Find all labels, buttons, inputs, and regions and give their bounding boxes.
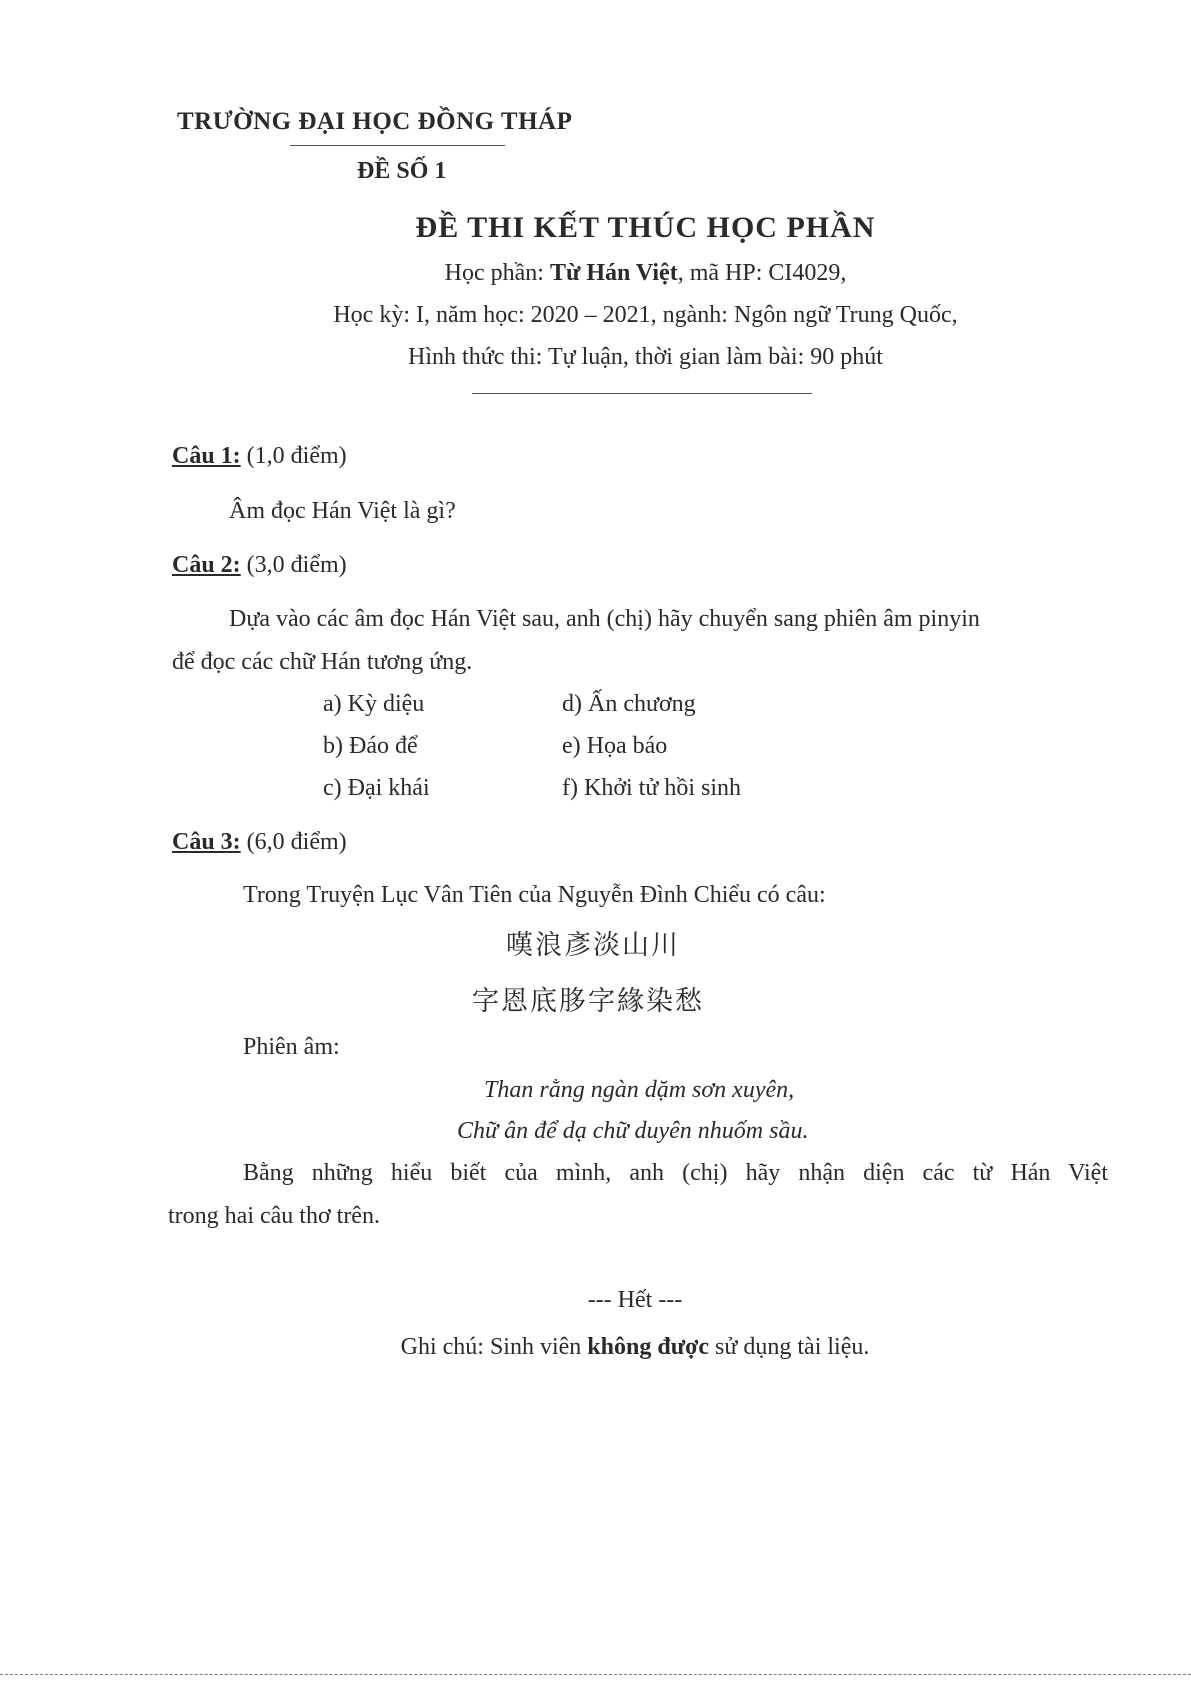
- question-2-item-b: b) Đáo để: [323, 733, 418, 759]
- question-3-points: (6,0 điểm): [240, 829, 347, 855]
- school-name: TRƯỜNG ĐẠI HỌC ĐỒNG THÁP: [177, 108, 573, 135]
- question-1-text: Âm đọc Hán Việt là gì?: [229, 498, 456, 524]
- question-1-label: Câu 1:: [172, 443, 241, 469]
- phien-am-label: Phiên âm:: [243, 1034, 340, 1060]
- question-2-label: Câu 2:: [172, 552, 241, 578]
- exam-title: ĐỀ THI KẾT THÚC HỌC PHẦN: [415, 211, 876, 244]
- question-2-item-c: c) Đại khái: [323, 775, 430, 801]
- end-marker: --- Hết ---: [587, 1287, 683, 1313]
- han-verse-line-1: 嘆浪彥淡山川: [506, 930, 680, 961]
- question-2-item-d: d) Ấn chương: [562, 691, 696, 717]
- semester-line: Học kỳ: I, năm học: 2020 – 2021, ngành: Ngôn ngữ Trung Quốc,: [333, 302, 958, 328]
- poem-line-2: Chữ ân để dạ chữ duyên nhuốm sầu.: [457, 1118, 809, 1144]
- course-name: Từ Hán Việt: [549, 260, 678, 286]
- footer-note: [0, 1334, 1191, 1361]
- han-verse-line-2: 字恩底䏧字緣染愁: [472, 986, 704, 1017]
- question-3-heading: [172, 829, 347, 856]
- exam-code: ĐỀ SỐ 1: [357, 158, 447, 184]
- scan-edge-line: [0, 1674, 1191, 1675]
- question-1-heading: [172, 443, 347, 470]
- note-suffix: sử dụng tài liệu.: [709, 1334, 870, 1360]
- format-line: Hình thức thi: Tự luận, thời gian làm bài: 90 phút: [408, 344, 883, 370]
- course-suffix: , mã HP: CI4029,: [677, 260, 847, 286]
- note-prefix: Ghi chú: Sinh viên: [400, 1334, 588, 1360]
- question-3-label: Câu 3:: [172, 829, 241, 855]
- poem-line-1: Than rằng ngàn dặm sơn xuyên,: [484, 1077, 795, 1103]
- school-underline: [290, 145, 505, 146]
- question-3-intro: Trong Truyện Lục Vân Tiên của Nguyễn Đình Chiểu có câu:: [243, 882, 826, 908]
- question-1-points: (1,0 điểm): [240, 443, 347, 469]
- title-divider: [472, 393, 812, 394]
- course-line: [0, 260, 1191, 287]
- question-2-text-line-2: để đọc các chữ Hán tương ứng.: [172, 649, 473, 675]
- question-3-task-line-1: Bằng những hiểu biết của mình, anh (chị) hãy nhận diện các từ Hán Việt: [243, 1160, 1108, 1186]
- question-2-points: (3,0 điểm): [240, 552, 347, 578]
- question-3-task-line-2: trong hai câu thơ trên.: [168, 1203, 380, 1229]
- note-emphasis: không được: [587, 1334, 710, 1360]
- question-2-item-e: e) Họa báo: [562, 733, 668, 759]
- course-prefix: Học phần:: [444, 260, 550, 286]
- question-2-item-f: f) Khởi tử hồi sinh: [562, 775, 742, 801]
- question-2-heading: [172, 552, 347, 579]
- question-2-text-line-1: Dựa vào các âm đọc Hán Việt sau, anh (chị) hãy chuyển sang phiên âm pinyin: [229, 606, 980, 632]
- question-2-item-a: a) Kỳ diệu: [323, 691, 425, 717]
